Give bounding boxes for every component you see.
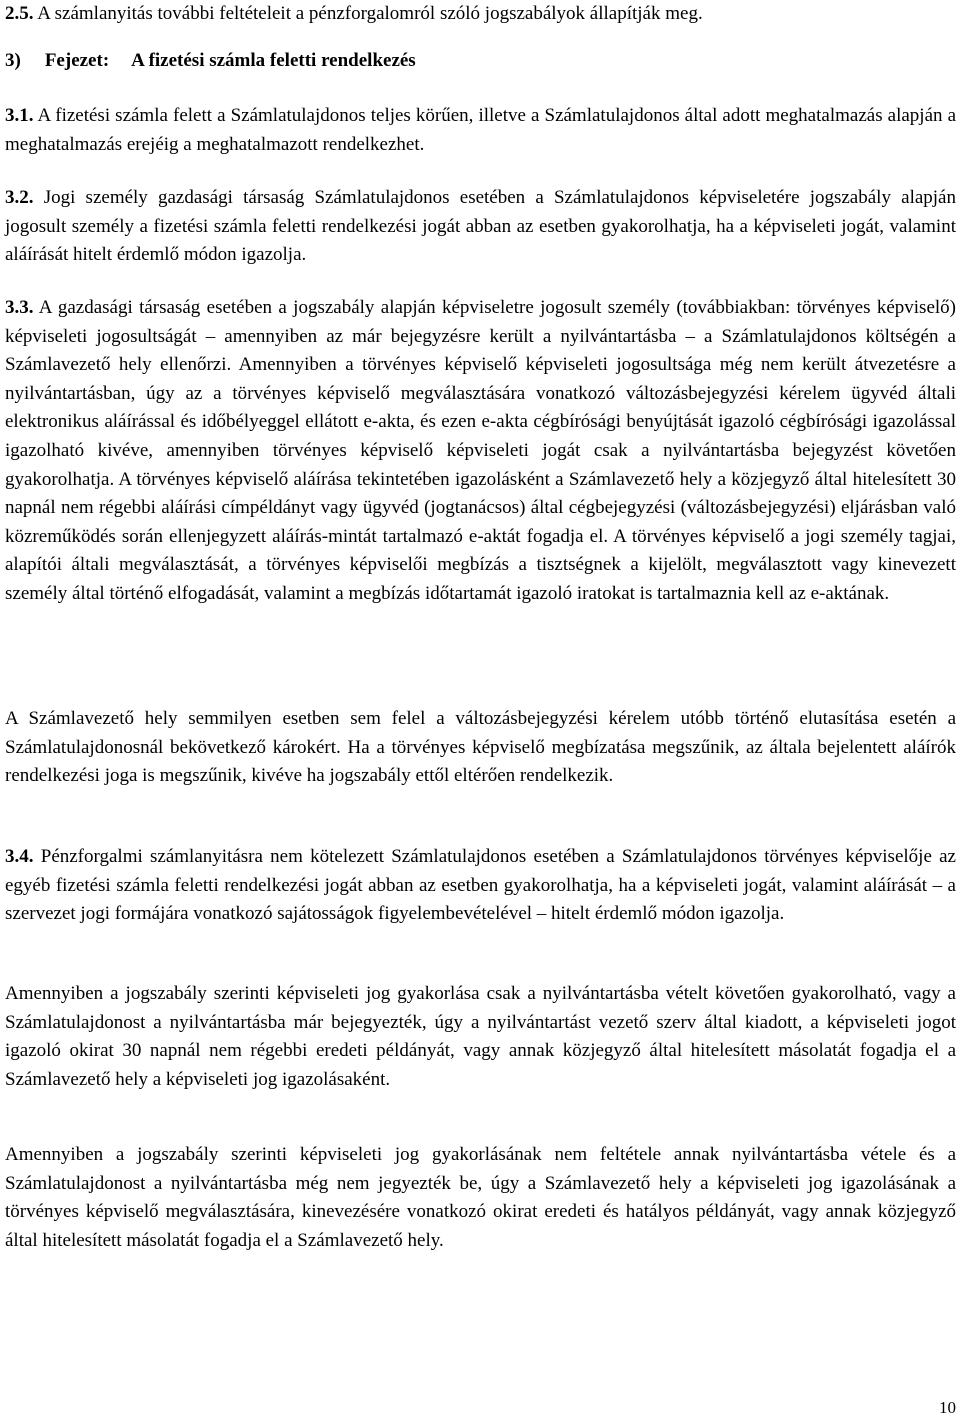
paragraph-3-3-continued xyxy=(5,705,956,791)
paragraph-3-2 xyxy=(5,184,956,270)
paragraph-3-3 xyxy=(5,294,956,609)
paragraph-3-1 xyxy=(5,102,956,159)
paragraph-text: Amennyiben a jogszabály szerinti képviseleti jog gyakorlásának nem feltétele annak nyilvántartásba vétele és a Számlatulajdonost a nyilvántartásba még nem jegyezték be, úgy a Számlavezető hely a képviseleti jog igazolásának a törvényes képviselő megválasztására, kinevezésére vonatkozó okirat eredeti és hatályos példányát, vagy annak közjegyző által hitelesített másolatát fogadja el a Számlavezető hely. xyxy=(5,1144,956,1251)
paragraph-text: Jogi személy gazdasági társaság Számlatulajdonos esetében a Számlatulajdonos képviseletére jogszabály alapján jogosult személy a fizetési számla feletti rendelkezési jogát abban az esetben gyakorolhatja, ha a képviseleti jogát, valamint aláírását hitelt érdemlő módon igazolja. xyxy=(5,187,956,266)
section-number: 3.3. xyxy=(5,297,34,318)
section-number: 3.4. xyxy=(5,846,34,867)
section-number: 3.1. xyxy=(5,105,34,126)
paragraph-3-4-third xyxy=(5,1141,956,1255)
chapter-heading xyxy=(5,47,416,76)
paragraph-text: Pénzforgalmi számlanyitásra nem kötelezett Számlatulajdonos esetében a Számlatulajdonos törvényes képviselője az egyéb fizetési számla feletti rendelkezési jogát abban az esetben gyakorolhatja, ha a képviseleti jogát, valamint aláírását – a szervezet jogi formájára vonatkozó sajátosságok figyelembevételével – hitelt érdemlő módon igazolja. xyxy=(5,846,956,925)
paragraph-text: A számlanyitás további feltételeit a pénzforgalomról szóló jogszabályok állapítják meg. xyxy=(33,3,703,24)
paragraph-text: A Számlavezető hely semmilyen esetben sem felel a változásbejegyzési kérelem utóbb történő elutasítása esetén a Számlatulajdonosnál bekövetkező károkért. Ha a törvényes képviselő megbízatása megszűnik, az általa bejelentett aláírók rendelkezési joga is megszűnik, kivéve ha jogszabály ettől eltérően rendelkezik. xyxy=(5,708,956,787)
section-number: 2.5. xyxy=(5,3,34,24)
section-number: 3.2. xyxy=(5,187,34,208)
chapter-number: 3) xyxy=(5,50,21,71)
paragraph-2-5 xyxy=(5,0,956,29)
paragraph-text: Amennyiben a jogszabály szerinti képviseleti jog gyakorlása csak a nyilvántartásba vételt követően gyakorolható, vagy a Számlatulajdonost a nyilvántartásba már bejegyezték, úgy a nyilvántartást vezető szerv által kiadott, a képviseleti jogot igazoló okirat 30 napnál nem régebbi eredeti példányát, vagy annak közjegyző által hitelesített másolatát fogadja el a Számlavezető hely a képviseleti jog igazolásaként. xyxy=(5,983,956,1090)
page-number: 10 xyxy=(939,1398,956,1417)
chapter-title: A fizetési számla feletti rendelkezés xyxy=(131,50,416,71)
chapter-label: Fejezet: xyxy=(44,50,110,71)
paragraph-text: A fizetési számla felett a Számlatulajdonos teljes körűen, illetve a Számlatulajdonos által adott meghatalmazás alapján a meghatalmazás erejéig a meghatalmazott rendelkezhet. xyxy=(5,105,956,155)
paragraph-text: A gazdasági társaság esetében a jogszabály alapján képviseletre jogosult személy (továbbiakban: törvényes képviselő) képviseleti jogosultságát – amennyiben az már bejegyzésre került a nyilvántartásba – a Számlatulajdonos költségén a Számlavezető hely ellenőrzi. Amennyiben a törvényes képviselő képviseleti jogosultsága még nem került átvezetésre a nyilvántartásban, úgy az a törvényes képviselő megválasztására vonatkozó változásbejegyzési kérelem ügyvéd általi elektronikus aláírással és időbélyeggel ellátott e-akta, és ezen e-akta cégbírósági benyújtását igazoló cégbírósági igazolással igazolható kivéve, amennyiben törvényes képviselő képviseleti jogát csak a nyilvántartásba bejegyzést követően gyakorolhatja. A törvényes képviselő aláírása tekintetében igazolásként a Számlavezető hely a közjegyző által hitelesített 30 napnál nem régebbi aláírási címpéldányt vagy ügyvéd (jogtanácsos) által cégbejegyzési (változásbejegyzési) eljárásban való közreműködés során ellenjegyzett aláírás-mintát tartalmazó e-aktát fogadja el. A törvényes képviselő a jogi személy tagjai, alapítói általi megválasztását, a törvényes képviselői megbízás a tisztségnek a kijelölt, megválasztott vagy kinevezett személy által történő elfogadását, valamint a megbízás időtartamát igazoló iratokat is tartalmaznia kell az e-aktának. xyxy=(5,297,956,604)
paragraph-3-4-second xyxy=(5,980,956,1094)
paragraph-3-4 xyxy=(5,843,956,929)
